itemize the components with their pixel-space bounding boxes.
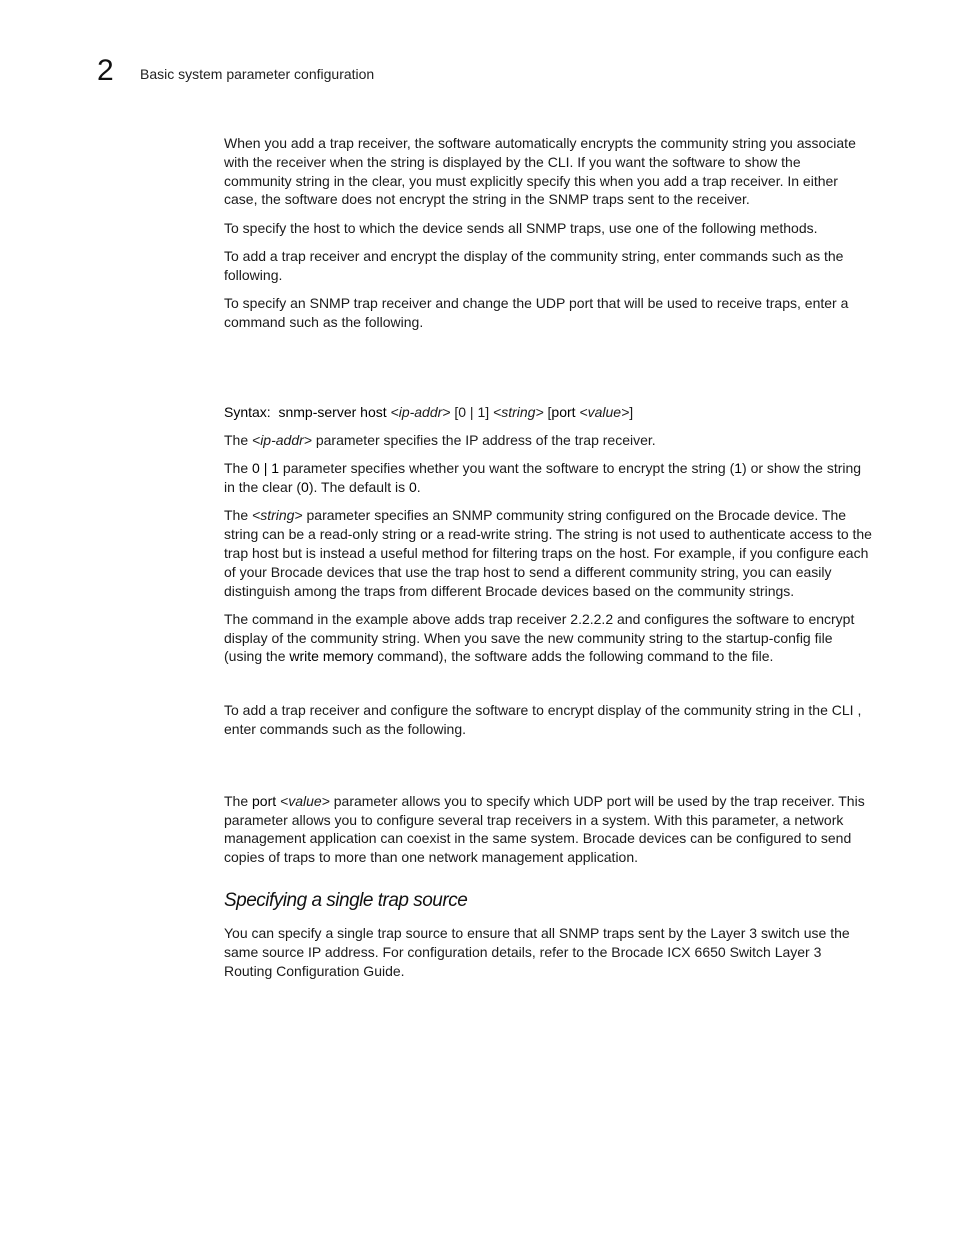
text-fragment: parameter specifies an SNMP community string configured on the Brocade device. The string can be a read-only string or a read-write string. The string is not used to authenticate access to the trap host but is instead a useful method for filtering traps on the host. For example, if you configure each of your Brocade devices that use the trap host to send a different community string, you can easily distinguish among the traps from different Brocade devices based on the community strings. <box>224 507 872 599</box>
paragraph-udp-port-example: To specify an SNMP trap receiver and change the UDP port that will be used to receive traps, enter a command such as the following. <box>224 295 849 330</box>
paragraph-specify-host: To specify the host to which the device sends all SNMP traps, use one of the following methods. <box>224 219 818 236</box>
syntax-line <box>224 403 872 422</box>
value-default: 0 <box>408 479 417 496</box>
param-ip-addr: <ip-addr> <box>252 431 312 448</box>
syntax-command: snmp-server host <box>278 403 387 420</box>
text-fragment: ). The default is <box>308 479 409 496</box>
paragraph-single-trap-source: You can specify a single trap source to ensure that all SNMP traps sent by the Layer 3 switch use the same source IP address. For configuration details, refer to the Brocade ICX 6650 Switch Layer 3 Routing Configuration Guide. <box>224 925 850 979</box>
text-fragment: . <box>416 479 421 496</box>
text-fragment: parameter specifies whether you want the software to encrypt the string ( <box>279 460 735 477</box>
paragraph-encrypt-flag <box>224 459 872 497</box>
text-fragment: parameter allows you to specify which UDP port will be used by the trap receiver. This parameter allows you to configure several trap receivers in a system. With this parameter, a network management application can coexist in the same system. Brocade devices can be configured to send copies of traps to more than one network management application. <box>224 792 865 866</box>
text-fragment: parameter specifies the IP address of the trap receiver. <box>311 431 656 448</box>
command-write-memory: write memory <box>289 648 374 665</box>
syntax-bracket-close: ] <box>629 403 634 420</box>
chapter-number: 2 <box>97 54 114 87</box>
paragraph-ip-addr <box>224 431 872 450</box>
text-fragment: The <box>224 431 253 448</box>
section-heading: Specifying a single trap source <box>224 890 468 912</box>
value-one: 1 <box>734 460 743 477</box>
text-fragment: command), the software adds the following command to the file. <box>373 648 774 665</box>
syntax-choice: [0 | 1] <box>454 403 490 420</box>
syntax-bracket-open: [ <box>547 403 552 420</box>
param-string: <string> <box>252 507 303 524</box>
text-fragment: The <box>224 460 253 477</box>
keyword-port: port <box>252 792 277 809</box>
paragraph-cli-encrypt: To add a trap receiver and configure the software to encrypt display of the community string in the CLI , enter commands such as the following. <box>224 702 862 738</box>
param-encrypt-flag: 0 | 1 <box>252 460 280 477</box>
text-fragment: The <box>224 507 253 524</box>
paragraph-string-param <box>224 506 872 600</box>
text-fragment: The command in the example above adds trap receiver 2.2.2.2 and configures the software to encrypt display of the community string. When you save the new community string to the startup-config file (using the <box>224 610 855 665</box>
syntax-ip-param: <ip-addr> <box>390 403 451 420</box>
syntax-value-param: <value> <box>579 403 630 420</box>
syntax-string-param: <string> <box>493 403 544 420</box>
paragraph-port-value <box>224 792 872 867</box>
document-body <box>224 134 872 990</box>
running-header-title: Basic system parameter configuration <box>140 66 375 82</box>
text-fragment: ) or show the string in the clear ( <box>224 460 862 496</box>
paragraph-write-memory <box>224 610 872 666</box>
paragraph-trap-encryption: When you add a trap receiver, the software automatically encrypts the community string you associate with the receiver when the string is displayed by the CLI. If you want the software to show the community string in the clear, you must explicitly specify this when you add a trap receiver. In either case, the software does not encrypt the string in the SNMP traps sent to the receiver. <box>224 135 856 208</box>
paragraph-encrypt-example: To add a trap receiver and encrypt the display of the community string, enter commands such as the following. <box>224 247 844 283</box>
text-fragment: The <box>224 792 253 809</box>
value-zero: 0 <box>301 479 309 496</box>
param-value: <value> <box>280 792 330 809</box>
syntax-port-keyword: port <box>551 403 576 420</box>
syntax-label: Syntax: <box>224 403 271 420</box>
